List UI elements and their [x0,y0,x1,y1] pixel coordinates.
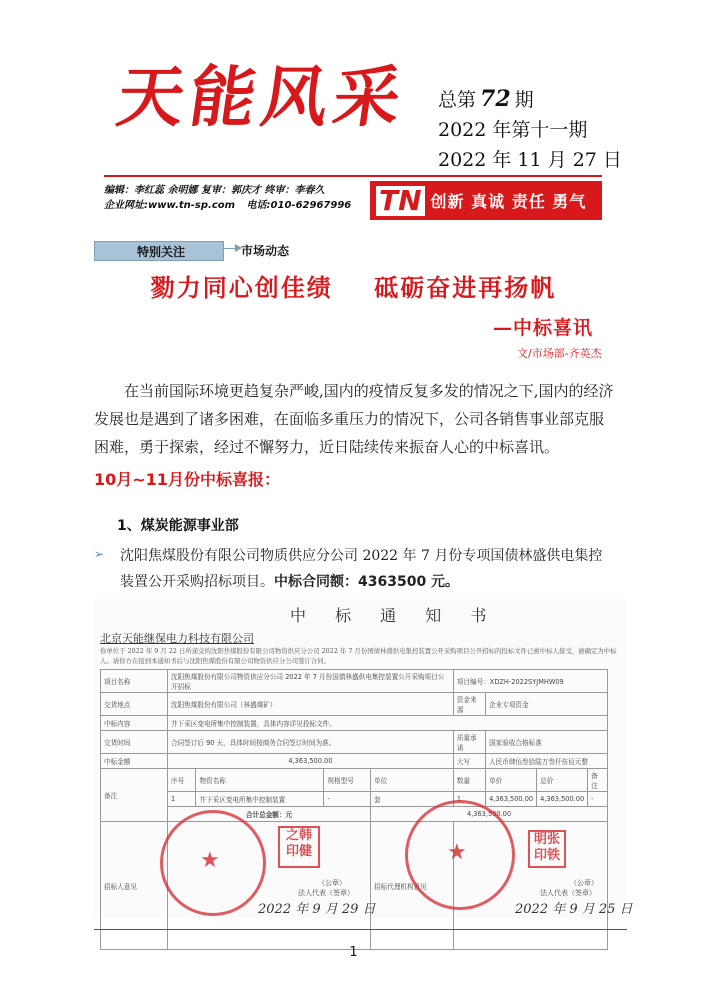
table-row [101,731,608,754]
issue-date: 2022 年 11 月 27 日 [438,149,622,171]
table-cell: 沈阳焦煤股份有限公司物资供应分公司 2022 年 7 月份国债林盛供电集控装置公开采购项目公开招标 [168,670,454,693]
table-cell: 交货时间 [101,731,168,754]
table-cell: 数量 [453,769,485,792]
slogan-banner [370,181,602,220]
section-tag-label: 特别关注 [137,245,186,259]
notice-title: 中 标 通 知 书 [290,606,499,625]
table-cell: 沈阳焦煤股份有限公司（林盛煤矿） [168,693,454,716]
table-cell: 规格型号 [324,769,371,792]
footer-divider [94,929,627,930]
table-cell: 中标内容 [101,716,168,731]
table-cell: 人民币肆佰叁拾陆万叁仟伍佰元整 [486,754,608,769]
issue-suffix: 期 [514,89,534,111]
table-row [101,754,608,769]
table-row [101,716,608,731]
table-cell: 井下采区变电所集中控制装置 [196,792,324,807]
bullet-item [120,543,615,595]
masthead-title: 天能风采 [112,58,412,136]
issue-number: 72 [480,86,511,112]
seal-note-right: （公章） [570,879,598,887]
page-number: 1 [349,945,358,960]
table-cell: 物资名称 [196,769,324,792]
article-headline: 勠力同心创佳绩 砥砺奋进再扬帆 [150,273,557,302]
table-cell: 井下采区变电所集中控制装置，具体内容详见投标文件。 [168,716,608,731]
website-text: 企业网址:www.tn-sp.com [104,200,236,211]
issue-year-line: 2022 年第十一期 [438,119,588,141]
issue-number-line [438,84,622,115]
table-cell: 序号 [168,769,196,792]
star-icon: ★ [200,848,220,873]
table-row [101,693,608,716]
bullet-item-amount: 中标合同额：4363500 元。 [274,574,460,590]
section-title: 10月~11月份中标喜报： [94,470,280,489]
table-row [101,792,608,807]
table-cell: 单价 [486,769,537,792]
table-cell: 项目名称 [101,670,168,693]
editors-line: 编辑：李红蕊 余明娜 复审：郭庆才 终审：李春久 [104,185,325,196]
table-cell: 4,363,500.00 [486,792,537,807]
table-row [101,769,608,792]
department-heading: 1、煤炭能源事业部 [117,518,239,534]
issue-info [438,84,622,175]
credits-block [104,183,359,213]
table-cell: 招标代理机构意见 [371,822,454,950]
section-category: 市场动态 [241,244,290,258]
signature-stamp-right: 明张印铁 [528,830,566,868]
date-left: 2022 年 9 月 29 日 [258,902,376,917]
star-icon: ★ [447,840,467,865]
contact-line [104,198,359,213]
table-cell: 4,363,500.00 [168,754,454,769]
table-cell: 备注 [588,769,608,792]
notice-body: 你单位于 2022 年 9 月 22 日所递交的沈阳焦煤股份有限公司物资供应分公司 2022 年 7 月份国债林盛供电集控装置公开采购项目公开招标的投标文件已被中标人接受，被确定为中标人。请你方在接到本通知书后与沈阳焦煤股份有限公司物资供应分公司签订合同。 [100,647,617,665]
notice-company: 北京天能继保电力科技有限公司 [100,632,254,645]
article-intro: 在当前国际环境更趋复杂严峻,国内的疫情反复多发的情况之下,国内的经济发展也是遇到了诸多困难，在面临多重压力的情况下，公司各销售事业部克服困难，勇于探索，经过不懈努力，近日陆续传来振奋人心的中标喜讯。 [94,382,614,456]
table-cell: 合同签订后 90 天，具体时间按商务合同签订时间为准。 [168,731,454,754]
bullet-arrow-icon: ➢ [94,547,105,561]
phone-text: 电话:010-62967996 [246,200,352,211]
slogan-text: 创新 真诚 责任 勇气 [430,192,587,211]
table-cell: 交货地点 [101,693,168,716]
bullet-item-text: 沈阳焦煤股份有限公司物质供应分公司 2022 年 7 月份专项国债林盛供电集控装置公开采购招标项目。 [120,548,603,590]
table-cell: - [324,792,371,807]
signature-stamp-left: 之韩印健 [278,826,320,868]
table-cell: 国家验收合格标准 [486,731,608,754]
header-divider [104,175,602,177]
table-cell: 1 [453,792,485,807]
table-cell: 总价 [537,769,588,792]
table-cell: 资金来源 [453,693,485,716]
tn-logo: TN [376,186,425,216]
table-cell: 中标金额 [101,754,168,769]
table-cell: - [588,792,608,807]
table-cell: 4,363,500.00 [371,807,608,822]
rep-note-left: 法人代表（签章） [298,889,354,897]
table-cell: 单位 [371,769,454,792]
table-row [101,670,608,693]
table-cell: 备注 [101,769,168,822]
rep-note-right: 法人代表（签章） [540,889,596,897]
seal-note-left: （公章） [318,879,346,887]
table-row [101,807,608,822]
article-subheadline: —中标喜讯 [493,317,594,339]
article-byline: 文/市场部-齐英杰 [517,347,602,360]
table-cell: 大写 [453,754,485,769]
issue-prefix: 总第 [438,89,477,111]
table-cell: 套 [371,792,454,807]
table-cell: 招标人意见 [101,822,168,950]
table-cell: 项目编号：XDZH-2022SYJMHW09 [453,670,607,693]
date-right: 2022 年 9 月 25 日 [515,902,633,917]
table-cell: 企业专项资金 [486,693,608,716]
table-cell: 质量承诺 [453,731,485,754]
table-cell: 1 [168,792,196,807]
table-cell: 4,363,500.00 [537,792,588,807]
table-cell: 合计总金额：元 [168,807,371,822]
